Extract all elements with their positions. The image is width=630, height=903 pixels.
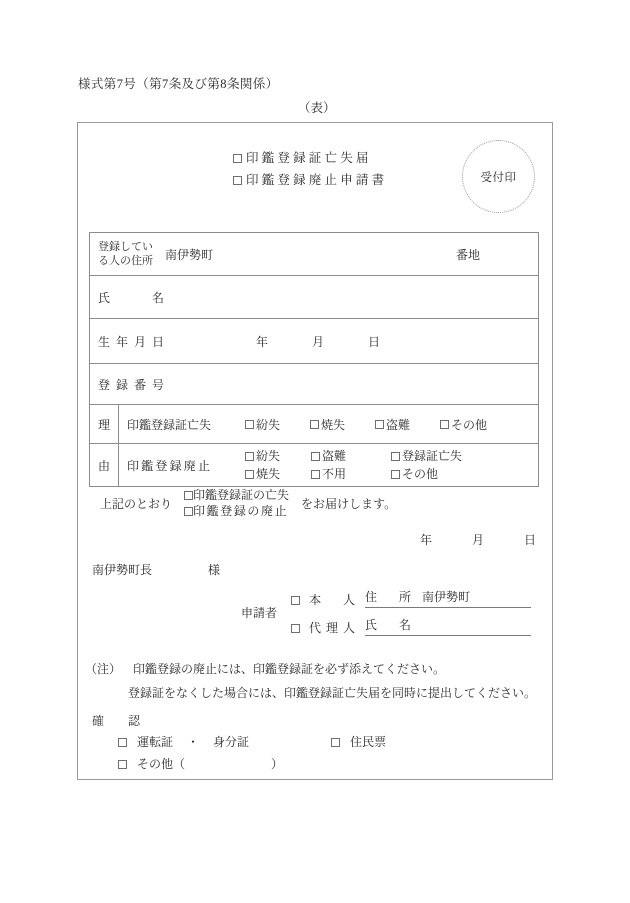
declaration-sentence xyxy=(100,487,396,519)
checkbox-loss-shoshitsu[interactable] xyxy=(310,420,319,429)
reason-loss-option-3[interactable]: 盗難 xyxy=(375,418,410,432)
title-option-abolition-row[interactable] xyxy=(233,169,387,191)
table-row-name xyxy=(90,276,539,319)
applicant-type-agent[interactable]: 代理人 xyxy=(291,619,365,636)
addressee-honorific: 様 xyxy=(208,563,221,577)
note-mark: （注） xyxy=(85,662,122,676)
confirmation-row-1 xyxy=(118,733,386,750)
reason-abolition-option-2[interactable]: 盗難 xyxy=(311,448,391,464)
applicant-name-field[interactable] xyxy=(365,616,531,636)
declaration-lead: 上記のとおり xyxy=(100,496,173,511)
applicant-row-agent xyxy=(291,616,531,636)
table-row-registration-number xyxy=(90,364,539,405)
title-option-abolition-label: 印鑑登録廃止申請書 xyxy=(246,173,388,187)
reason-abolition-option-1[interactable]: 紛失 xyxy=(245,448,311,464)
checkbox-abolition-funshitsu[interactable] xyxy=(245,452,254,461)
confirmation-row-2 xyxy=(118,755,283,772)
reason-abolition-option-6[interactable]: その他 xyxy=(391,466,462,482)
reason-abolition-option-3[interactable]: 登録証亡失 xyxy=(391,448,462,464)
checkbox-title-loss[interactable] xyxy=(233,154,242,163)
submission-year-label: 年 xyxy=(420,533,433,547)
submission-month-label: 月 xyxy=(472,533,485,547)
note-line-2 xyxy=(128,681,536,705)
checkbox-abolition-toroku-boshitsu[interactable] xyxy=(391,452,400,461)
checkbox-declaration-abolition[interactable] xyxy=(184,507,193,516)
confirmation-item-license[interactable]: 運転証 xyxy=(118,735,173,749)
reason-label-top: 理 xyxy=(90,405,119,444)
birthdate-year-label: 年 xyxy=(256,334,269,349)
applicant-block xyxy=(241,588,531,636)
checkbox-applicant-self[interactable] xyxy=(291,596,300,605)
checkbox-confirm-other[interactable] xyxy=(118,760,127,769)
submission-day-label: 日 xyxy=(524,533,537,547)
title-option-loss-row[interactable] xyxy=(233,147,387,169)
checkbox-applicant-agent[interactable] xyxy=(291,624,300,633)
applicant-address-field[interactable] xyxy=(365,588,531,608)
submission-date-line[interactable] xyxy=(420,531,536,548)
form-title-block xyxy=(233,147,387,191)
name-cell[interactable] xyxy=(90,276,539,319)
checkbox-title-abolition[interactable] xyxy=(233,176,242,185)
address-banchi-label: 番地 xyxy=(455,247,480,262)
checkbox-abolition-shoshitsu[interactable] xyxy=(245,470,254,479)
note-text-2: 登録証をなくした場合には、印鑑登録証亡失届を同時に提出してください。 xyxy=(128,686,537,700)
registration-number-cell[interactable] xyxy=(90,364,539,405)
table-row-reason-loss xyxy=(90,405,539,444)
reason-loss-options xyxy=(245,416,487,433)
reason-loss-option-2[interactable]: 焼失 xyxy=(310,418,345,432)
addressee-mayor-label: 南伊勢町長 xyxy=(92,563,153,577)
confirmation-item-other[interactable]: その他（ xyxy=(118,757,185,771)
title-option-loss-label: 印鑑登録証亡失届 xyxy=(246,151,372,165)
checkbox-loss-sonota[interactable] xyxy=(440,420,449,429)
reason-abolition-option-5[interactable]: 不用 xyxy=(311,466,391,482)
declaration-choice-loss[interactable]: 印鑑登録証の亡失 xyxy=(184,487,289,503)
form-number: 様式第7号（第7条及び第8条関係） xyxy=(78,77,279,91)
addressee-line xyxy=(92,561,220,578)
applicant-address-key: 住 所 xyxy=(365,590,417,604)
declaration-tail: をお届けします。 xyxy=(301,496,397,511)
reception-seal-label: 受付印 xyxy=(480,171,517,184)
applicant-type-self[interactable]: 本 人 xyxy=(291,591,365,608)
table-row-reason-abolition xyxy=(90,444,539,487)
checkbox-abolition-tonan[interactable] xyxy=(311,452,320,461)
birthdate-month-label: 月 xyxy=(312,334,325,349)
reason-abolition-option-4[interactable]: 焼失 xyxy=(245,466,311,482)
name-label: 氏 名 xyxy=(98,290,171,305)
confirmation-item-residence[interactable]: 住民票 xyxy=(331,735,386,749)
applicant-row-self xyxy=(291,588,531,608)
address-label: 登録してい る人の住所 xyxy=(98,241,153,267)
checkbox-confirm-residence[interactable] xyxy=(331,738,340,747)
confirmation-other-close: ） xyxy=(271,757,284,771)
notes-block xyxy=(85,657,536,705)
checkbox-abolition-fuyo[interactable] xyxy=(311,470,320,479)
reason-abolition-cell[interactable] xyxy=(119,444,539,487)
declaration-choices xyxy=(184,487,289,519)
declaration-choice-abolition[interactable]: 印鑑登録の廃止 xyxy=(184,503,289,519)
confirmation-separator: ・ xyxy=(187,735,200,749)
reason-loss-name: 印鑑登録証亡失 xyxy=(127,417,212,432)
reason-loss-option-1[interactable]: 紛失 xyxy=(245,418,280,432)
birthdate-label: 生年月日 xyxy=(98,334,171,349)
checkbox-loss-funshitsu[interactable] xyxy=(245,420,254,429)
reason-loss-cell[interactable] xyxy=(119,405,539,444)
confirmation-item-idcard-label: 身分証 xyxy=(213,735,250,749)
table-row-birthdate xyxy=(90,319,539,364)
reason-label-bottom: 由 xyxy=(90,444,119,487)
applicant-rows xyxy=(291,588,531,636)
applicant-name-key: 氏 名 xyxy=(365,618,417,632)
confirmation-title: 確 認 xyxy=(92,714,147,728)
reason-abolition-options xyxy=(245,448,462,482)
checkbox-declaration-loss[interactable] xyxy=(184,491,193,500)
side-label: （表） xyxy=(298,101,336,115)
checkbox-loss-tonan[interactable] xyxy=(375,420,384,429)
applicant-label: 申請者 xyxy=(241,605,278,620)
registrant-info-table xyxy=(89,232,539,487)
applicant-address-value: 南伊勢町 xyxy=(422,590,471,604)
address-town-prefill: 南伊勢町 xyxy=(165,247,214,262)
checkbox-abolition-sonota[interactable] xyxy=(391,470,400,479)
note-text-1: 印鑑登録の廃止には、印鑑登録証を必ず添えてください。 xyxy=(133,662,446,676)
table-row-address xyxy=(90,233,539,276)
reason-loss-option-4[interactable]: その他 xyxy=(440,418,487,432)
birthdate-cell[interactable] xyxy=(90,319,539,364)
birthdate-fields xyxy=(256,333,380,350)
reason-abolition-name: 印鑑登録廃止 xyxy=(127,458,213,473)
checkbox-confirm-license[interactable] xyxy=(118,738,127,747)
note-line-1 xyxy=(85,657,536,681)
address-cell[interactable] xyxy=(90,233,539,276)
registration-number-label: 登録番号 xyxy=(98,377,171,392)
reception-seal-circle xyxy=(462,140,535,213)
birthdate-day-label: 日 xyxy=(368,334,381,349)
